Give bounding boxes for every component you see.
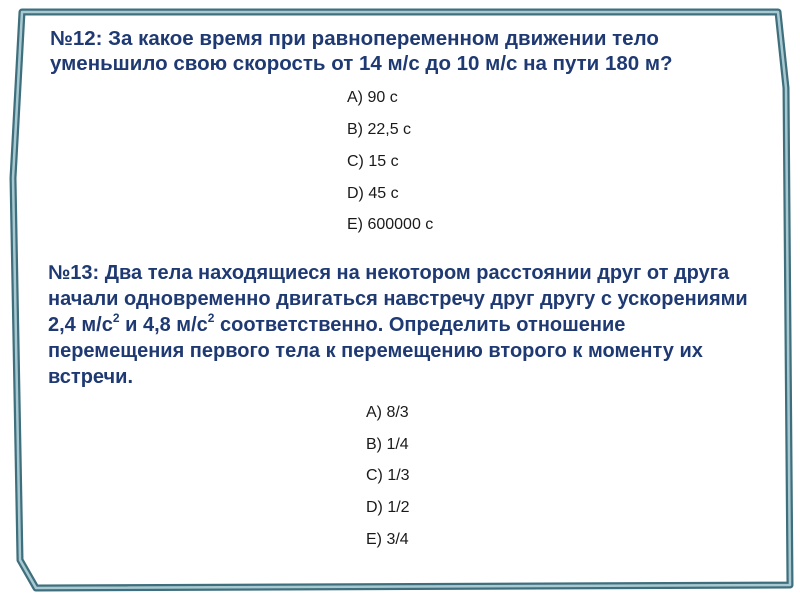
q13-superscript-1: 2 [112,311,120,326]
q13-text-part2: и 4,8 м/с [119,314,208,336]
q13-text-part3: соответственно. Определить отношение перемещения первого тела к перемещению второго к моменту их встречи. [48,314,703,388]
q13-answer-b: B) 1/4 [366,436,409,453]
q13-answer-a: A) 8/3 [366,404,409,421]
question-13-text [48,260,758,390]
q12-answer-e: E) 600000 с [347,216,434,233]
q12-answer-a: A) 90 с [347,89,398,106]
q12-answer-d: D) 45 с [347,185,399,202]
q12-answer-b: B) 22,5 с [347,121,412,138]
q13-answer-d: D) 1/2 [366,499,410,516]
q13-text-part1: №13: Два тела находящиеся на некотором расстоянии друг от друга начали одновременно двигаться навстречу друг другу с ускорениями 2,4 м/с [48,262,748,336]
q12-answer-c: C) 15 с [347,153,399,170]
question-12-text: №12: За какое время при равнопеременном движении тело уменьшило свою скорость от 14 м/с до 10 м/с на пути 180 м? [50,27,673,75]
q13-answer-e: E) 3/4 [366,531,409,548]
q13-answer-c: C) 1/3 [366,467,410,484]
q13-superscript-2: 2 [207,311,215,326]
